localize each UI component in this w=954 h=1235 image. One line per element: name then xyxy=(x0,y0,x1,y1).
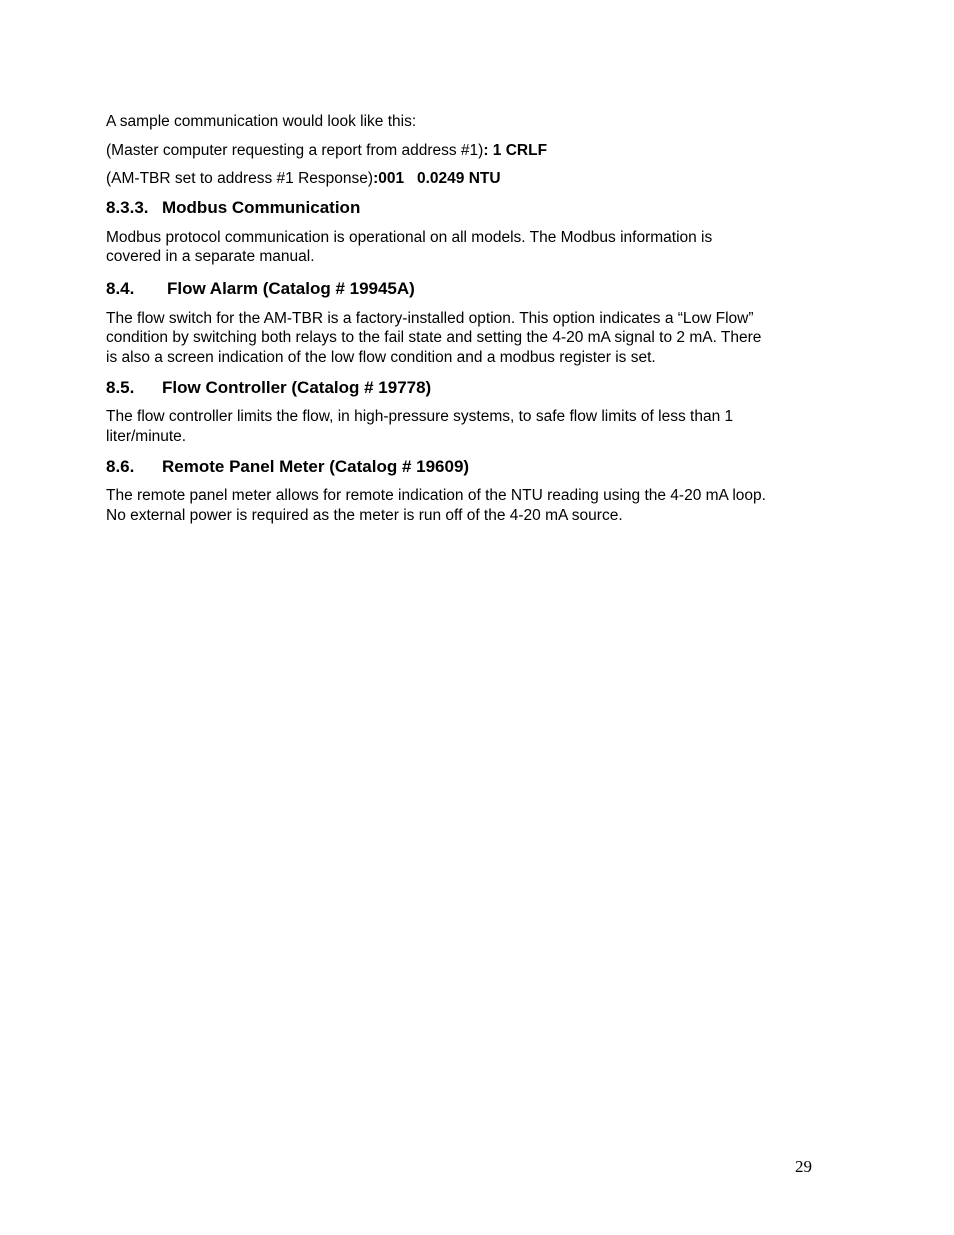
page-number: 29 xyxy=(795,1157,812,1176)
sample-response-text: (AM-TBR set to address #1 Response) xyxy=(106,170,374,187)
body-line: condition by switching both relays to the fail state and setting the 4-20 mA signal to 2 mA. There xyxy=(106,329,762,346)
section-body-flow-controller xyxy=(106,407,846,446)
body-line: No external power is required as the meter is run off of the 4-20 mA source. xyxy=(106,506,623,524)
section-number: 8.5. xyxy=(106,378,135,397)
sample-master-request xyxy=(106,141,846,161)
section-body-remote-meter xyxy=(106,486,846,525)
body-line: covered in a separate manual. xyxy=(106,248,315,265)
page-content xyxy=(106,112,846,525)
section-title: Remote Panel Meter (Catalog # 19609) xyxy=(162,457,470,476)
body-line: liter/minute. xyxy=(106,427,187,445)
section-title: Flow Controller (Catalog # 19778) xyxy=(162,378,432,397)
body-line: The flow controller limits the flow, in high-pressure systems, to safe flow limits of less than 1 xyxy=(106,408,734,425)
body-line: Modbus protocol communication is operational on all models. The Modbus information is xyxy=(106,228,713,246)
sample-response-value: :001 0.0249 NTU xyxy=(373,170,501,187)
section-heading-flow-alarm xyxy=(106,278,846,300)
section-number: 8.4. xyxy=(106,278,135,298)
section-title: Modbus Communication xyxy=(162,197,361,217)
body-line: The flow switch for the AM-TBR is a factory-installed option. This option indicates a “Low Flow” xyxy=(106,309,754,327)
sample-intro: A sample communication would look like this: xyxy=(106,113,417,130)
section-number: 8.3.3. xyxy=(106,197,149,217)
sample-master-text: (Master computer requesting a report from address #1) xyxy=(106,141,484,159)
body-line: The remote panel meter allows for remote indication of the NTU reading using the 4-20 mA loop. xyxy=(106,487,766,504)
section-body-flow-alarm xyxy=(106,309,846,368)
sample-master-command: : 1 CRLF xyxy=(483,141,548,159)
body-line: is also a screen indication of the low flow condition and a modbus register is set. xyxy=(106,348,656,366)
sample-response xyxy=(106,169,846,189)
section-title: Flow Alarm (Catalog # 19945A) xyxy=(167,278,415,298)
section-heading-flow-controller xyxy=(106,377,846,399)
section-heading-modbus xyxy=(106,197,846,219)
section-body-modbus xyxy=(106,228,846,267)
section-heading-remote-meter xyxy=(106,456,846,478)
section-number: 8.6. xyxy=(106,457,135,476)
